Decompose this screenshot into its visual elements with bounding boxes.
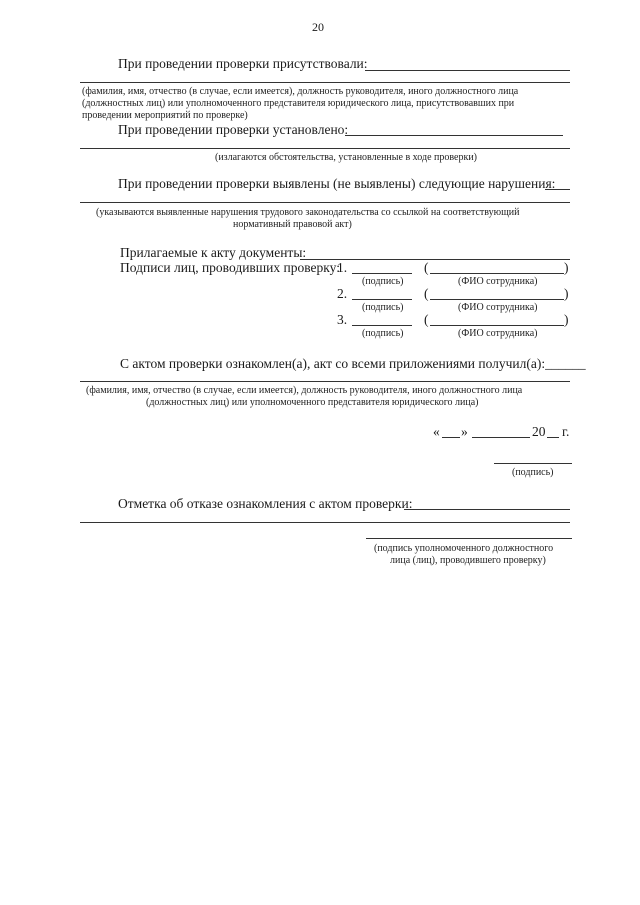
- signature-row-2-close: ): [564, 286, 569, 301]
- violations-line-1: [545, 189, 570, 190]
- signature-row-3-sign-hint: (подпись): [362, 328, 404, 339]
- established-line-1: [345, 135, 563, 136]
- date-month-line: [472, 437, 530, 438]
- violations-hint-1: (указываются выявленные нарушения трудового законодательства со ссылкой на соответствующий: [96, 207, 520, 218]
- signature-row-1-name-hint: (ФИО сотрудника): [458, 276, 538, 287]
- refusal-line-2: [80, 522, 570, 523]
- signature-row-1-sign-line: [352, 273, 412, 274]
- signature-row-2-num: 2.: [337, 286, 348, 301]
- signature-row-1-sign-hint: (подпись): [362, 276, 404, 287]
- signature-row-2-open: (: [424, 286, 429, 301]
- signature-row-1-open: (: [424, 260, 429, 275]
- date-year-prefix: 20: [532, 424, 546, 439]
- signature-row-1-close: ): [564, 260, 569, 275]
- acquainted-label: С актом проверки ознакомлен(а), акт со всеми приложениями получил(а):______: [120, 356, 586, 371]
- acquainted-hint-2: (должностных лиц) или уполномоченного представителя юридического лица): [146, 397, 479, 408]
- signature-row-1-name-line: [430, 273, 564, 274]
- acquainted-hint-1: (фамилия, имя, отчество (в случае, если имеется), должность руководителя, иного должностного лица: [86, 385, 523, 396]
- refusal-hint-1: (подпись уполномоченного должностного: [374, 543, 554, 554]
- page-number: 20: [312, 20, 324, 34]
- signature-row-2-sign-hint: (подпись): [362, 302, 404, 313]
- acquainted-line: [80, 381, 570, 382]
- signature-row-2-name-hint: (ФИО сотрудника): [458, 302, 538, 313]
- attached-label: Прилагаемые к акту документы:: [120, 245, 307, 260]
- present-line-1: [365, 70, 570, 71]
- signature-row-2-sign-line: [352, 299, 412, 300]
- date-close-quote: »: [461, 424, 468, 439]
- signature-row-3-sign-line: [352, 325, 412, 326]
- refusal-label: Отметка об отказе ознакомления с актом проверки:: [118, 496, 413, 511]
- signature-hint: (подпись): [512, 467, 554, 478]
- date-day-line: [442, 437, 460, 438]
- present-hint-2: (должностных лиц) или уполномоченного представителя юридического лица, присутствовавших при: [82, 98, 515, 109]
- signatures-label: Подписи лиц, проводивших проверку:: [120, 260, 340, 275]
- present-hint-1: (фамилия, имя, отчество (в случае, если имеется), должность руководителя, иного должностного лица: [82, 86, 519, 97]
- refusal-line-1: [404, 509, 570, 510]
- present-label: При проведении проверки присутствовали:: [118, 56, 368, 71]
- present-line-2: [80, 82, 570, 83]
- signature-row-3-name-hint: (ФИО сотрудника): [458, 328, 538, 339]
- signature-line: [494, 463, 572, 464]
- date-year-line: [547, 437, 559, 438]
- signature-row-3-close: ): [564, 312, 569, 327]
- signature-row-1-num: 1.: [337, 260, 348, 275]
- violations-line-2: [80, 202, 570, 203]
- violations-label: При проведении проверки выявлены (не выявлены) следующие нарушения:: [118, 176, 556, 191]
- date-year-suffix: г.: [562, 424, 570, 439]
- date-open-quote: «: [433, 424, 440, 439]
- established-hint: (излагаются обстоятельства, установленные в ходе проверки): [215, 152, 478, 163]
- established-label: При проведении проверки установлено:: [118, 122, 349, 137]
- refusal-sign-line: [366, 538, 572, 539]
- present-hint-3: проведении мероприятий по проверке): [82, 110, 248, 121]
- established-line-2: [80, 148, 570, 149]
- refusal-hint-2: лица (лиц), проводившего проверку): [390, 555, 546, 566]
- signature-row-3-name-line: [430, 325, 564, 326]
- signature-row-2-name-line: [430, 299, 564, 300]
- signature-row-3-open: (: [424, 312, 429, 327]
- violations-hint-2: нормативный правовой акт): [233, 219, 352, 230]
- signature-row-3-num: 3.: [337, 312, 348, 327]
